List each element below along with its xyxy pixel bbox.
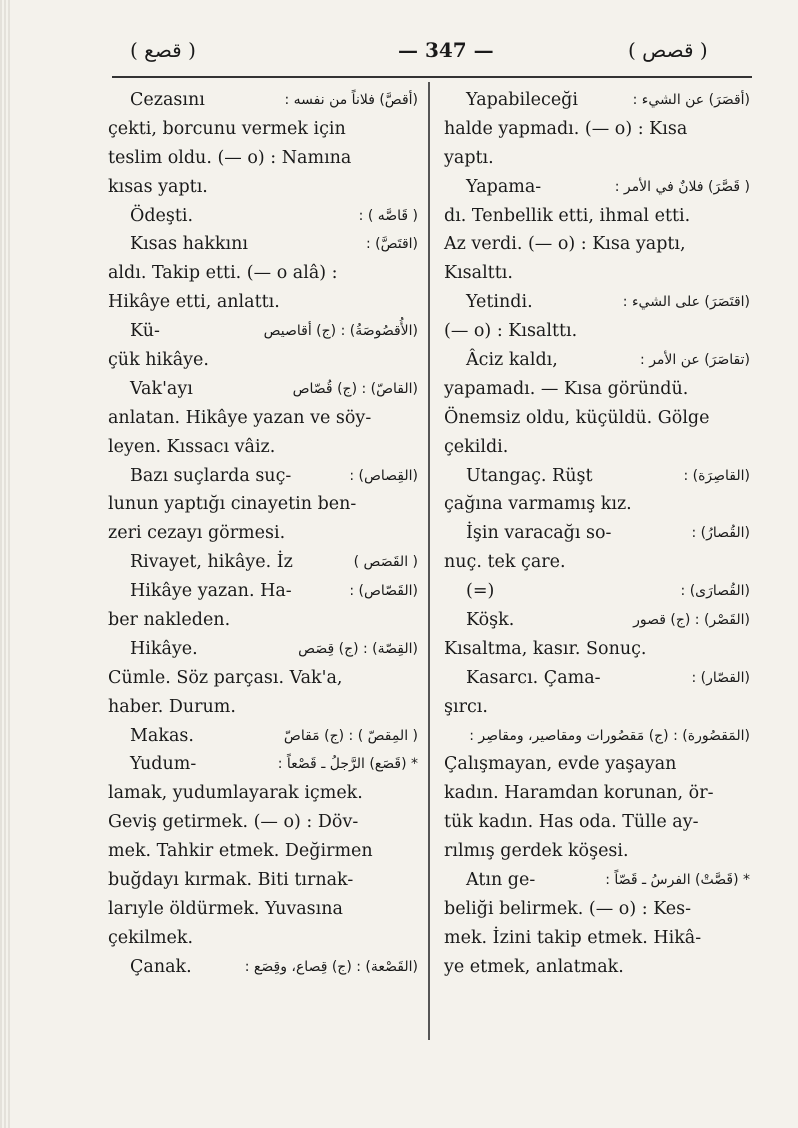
definition-text: ye etmek, anlatmak. bbox=[444, 956, 624, 977]
dictionary-line bbox=[444, 837, 750, 866]
definition-text: aldı. Takip etti. (— o alâ) : bbox=[108, 263, 338, 284]
dictionary-line bbox=[444, 808, 750, 837]
entry-arabic-headword: (الأُقصُوصَةُ) : (ج) أقاصيص bbox=[263, 323, 418, 340]
entry-turkish: Makas. bbox=[130, 725, 194, 746]
definition-text: çekilmek. bbox=[108, 927, 194, 948]
entry-turkish: Hikâye. bbox=[130, 638, 198, 659]
definition-text: yaptı. bbox=[444, 147, 494, 168]
dictionary-line bbox=[108, 693, 418, 722]
entry-turkish: Kasarcı. Çama- bbox=[466, 667, 601, 688]
entry-turkish: Âciz kaldı, bbox=[466, 350, 558, 371]
definition-text: larıyle öldürmek. Yuvasına bbox=[108, 898, 343, 919]
dictionary-line bbox=[108, 722, 418, 751]
entry-arabic-headword: (القِصاص) : bbox=[349, 467, 418, 484]
entry-turkish: Cezasını bbox=[130, 90, 205, 110]
dictionary-line bbox=[444, 490, 750, 519]
entry-turkish: Atın ge- bbox=[466, 870, 536, 891]
dictionary-line bbox=[108, 779, 418, 808]
entry-turkish: Hikâye yazan. Ha- bbox=[130, 581, 292, 602]
entry-turkish: (=) bbox=[466, 581, 495, 602]
dictionary-line bbox=[108, 606, 418, 635]
dictionary-line bbox=[108, 664, 418, 693]
header-rule bbox=[112, 76, 752, 78]
definition-text: Az verdi. (— o) : Kısa yaptı, bbox=[444, 234, 686, 255]
dictionary-line bbox=[444, 173, 750, 202]
dictionary-line bbox=[108, 144, 418, 173]
dictionary-line bbox=[444, 577, 750, 606]
dictionary-line bbox=[444, 866, 750, 895]
entry-arabic-headword: (القَصْر) : (ج) قصور bbox=[633, 612, 750, 629]
definition-text: halde yapmadı. (— o) : Kısa bbox=[444, 118, 688, 139]
dictionary-line bbox=[108, 577, 418, 606]
entry-arabic-headword: (المَقصُورة) : (ج) مَقصُورات ومقاصير، ومقاصِر : bbox=[469, 727, 750, 744]
dictionary-line bbox=[108, 346, 418, 375]
entry-arabic-headword: (القُصارَى) : bbox=[680, 583, 750, 600]
dictionary-line bbox=[444, 462, 750, 491]
dictionary-line bbox=[108, 635, 418, 664]
definition-text: yapamadı. — Kısa göründü. bbox=[444, 378, 689, 399]
entry-turkish: Ödeşti. bbox=[130, 205, 194, 226]
dictionary-line bbox=[108, 433, 418, 462]
scan-edge-shadow bbox=[0, 0, 10, 1128]
definition-text: tük kadın. Has oda. Tülle ay- bbox=[444, 812, 699, 833]
entry-arabic-headword: ( المِقصّ ) : (ج) مَقاصّ bbox=[283, 727, 418, 744]
definition-text: (— o) : Kısalttı. bbox=[444, 321, 578, 342]
dictionary-line bbox=[444, 548, 750, 577]
entry-arabic-headword: (القصّار) : bbox=[691, 669, 750, 686]
entry-turkish: Çanak. bbox=[130, 956, 192, 977]
dictionary-line bbox=[444, 288, 750, 317]
dictionary-line bbox=[108, 115, 418, 144]
definition-text: Önemsiz oldu, küçüldü. Gölge bbox=[444, 407, 710, 428]
definition-text: teslim oldu. (— o) : Namına bbox=[108, 147, 352, 168]
entry-arabic-headword: * (قَصَع) الرَّجلُ ـ قَصْعاً : bbox=[277, 756, 418, 773]
left-column bbox=[108, 86, 418, 982]
dictionary-line bbox=[444, 317, 750, 346]
definition-text: zeri cezayı görmesi. bbox=[108, 523, 286, 544]
dictionary-line bbox=[444, 635, 750, 664]
dictionary-line bbox=[108, 230, 418, 259]
definition-text: lamak, yudumlayarak içmek. bbox=[108, 783, 363, 804]
dictionary-line bbox=[444, 519, 750, 548]
dictionary-line bbox=[444, 722, 750, 751]
definition-text: lunun yaptığı cinayetin ben- bbox=[108, 494, 357, 515]
dictionary-line bbox=[108, 866, 418, 895]
definition-text: çekildi. bbox=[444, 436, 509, 457]
dictionary-line bbox=[444, 346, 750, 375]
definition-text: Hikâye etti, anlattı. bbox=[108, 292, 280, 313]
definition-text: mek. İzini takip etmek. Hikâ- bbox=[444, 927, 702, 948]
dictionary-line bbox=[444, 230, 750, 259]
entry-arabic-headword: (القَصْعة) : (ج) قِصاع، وقِصَع : bbox=[244, 958, 418, 975]
column-divider bbox=[428, 82, 430, 1040]
header-right-root: ( قصص ) bbox=[628, 38, 708, 62]
dictionary-line bbox=[108, 173, 418, 202]
dictionary-line bbox=[444, 433, 750, 462]
definition-text: haber. Durum. bbox=[108, 696, 236, 717]
dictionary-line bbox=[444, 750, 750, 779]
dictionary-line bbox=[108, 375, 418, 404]
dictionary-line bbox=[444, 259, 750, 288]
entry-turkish: Köşk. bbox=[466, 610, 515, 631]
definition-text: kadın. Haramdan korunan, ör- bbox=[444, 783, 714, 804]
dictionary-line bbox=[444, 606, 750, 635]
entry-arabic-headword: (القَصّاص) : bbox=[349, 583, 418, 600]
entry-turkish: Utangaç. Rüşt bbox=[466, 465, 593, 486]
entry-turkish: Yetindi. bbox=[466, 292, 533, 313]
entry-arabic-headword: (القاصّ) : (ج) قُصّاص bbox=[292, 380, 418, 397]
entry-turkish: Yudum- bbox=[130, 754, 197, 775]
entry-turkish: Rivayet, hikâye. İz bbox=[130, 552, 293, 573]
dictionary-line bbox=[108, 895, 418, 924]
definition-text: dı. Tenbellik etti, ihmal etti. bbox=[444, 205, 691, 226]
entry-turkish: Vak'ayı bbox=[130, 378, 193, 399]
entry-arabic-headword: (تقاصَرَ) عن الأمر : bbox=[640, 352, 750, 369]
entry-turkish: Yapama- bbox=[466, 176, 542, 197]
right-column bbox=[444, 86, 750, 982]
dictionary-line bbox=[444, 664, 750, 693]
entry-arabic-headword: (أقصَرَ) عن الشيء : bbox=[632, 92, 750, 108]
definition-text: Çalışmayan, evde yaşayan bbox=[444, 754, 677, 775]
dictionary-line bbox=[108, 404, 418, 433]
definition-text: Geviş getirmek. (— o) : Döv- bbox=[108, 812, 359, 833]
entry-turkish: Kü- bbox=[130, 321, 160, 342]
dictionary-line bbox=[108, 202, 418, 231]
entry-turkish: Kısas hakkını bbox=[130, 234, 249, 255]
dictionary-line bbox=[108, 837, 418, 866]
dictionary-line bbox=[108, 462, 418, 491]
entry-arabic-headword: (القِصّة) : (ج) قِصَص bbox=[298, 640, 418, 657]
definition-text: nuç. tek çare. bbox=[444, 552, 566, 573]
definition-text: rılmış gerdek köşesi. bbox=[444, 841, 629, 862]
definition-text: şırcı. bbox=[444, 696, 488, 717]
dictionary-line bbox=[108, 548, 418, 577]
entry-arabic-headword: (اقتَصَّ) : bbox=[365, 236, 418, 253]
entry-turkish: Yapabileceği bbox=[466, 90, 578, 110]
header-left-root: ( قصع ) bbox=[130, 38, 196, 62]
definition-text: beliği belirmek. (— o) : Kes- bbox=[444, 898, 692, 919]
definition-text: Cümle. Söz parçası. Vak'a, bbox=[108, 667, 343, 688]
dictionary-line bbox=[108, 86, 418, 115]
definition-text: kısas yaptı. bbox=[108, 176, 208, 197]
dictionary-line bbox=[108, 490, 418, 519]
entry-arabic-headword: (القاصِرَة) : bbox=[683, 467, 750, 484]
definition-text: leyen. Kıssacı vâiz. bbox=[108, 436, 276, 457]
entry-arabic-headword: (اقتَصَرَ) على الشيء : bbox=[622, 294, 750, 311]
entry-arabic-headword: ( القَصَص ) bbox=[353, 554, 418, 571]
dictionary-line bbox=[108, 288, 418, 317]
definition-text: çük hikâye. bbox=[108, 350, 209, 371]
entry-arabic-headword: ( قَاصَّه ) : bbox=[358, 207, 418, 224]
page-number: — 347 — bbox=[398, 38, 494, 62]
entry-arabic-headword: (أقصَّ) فلاناً من نفسه : bbox=[284, 92, 418, 108]
dictionary-line bbox=[108, 259, 418, 288]
dictionary-line bbox=[444, 202, 750, 231]
definition-text: anlatan. Hikâye yazan ve söy- bbox=[108, 407, 372, 428]
definition-text: buğdayı kırmak. Biti tırnak- bbox=[108, 870, 354, 891]
definition-text: çekti, borcunu vermek için bbox=[108, 118, 346, 139]
dictionary-line bbox=[108, 750, 418, 779]
dictionary-line bbox=[108, 924, 418, 953]
entry-arabic-headword: ( قَصَّرَ) فلانٌ في الأمر : bbox=[614, 178, 750, 195]
dictionary-line bbox=[444, 144, 750, 173]
dictionary-line bbox=[108, 953, 418, 982]
dictionary-line bbox=[444, 953, 750, 982]
dictionary-line bbox=[108, 317, 418, 346]
entry-turkish: Bazı suçlarda suç- bbox=[130, 465, 292, 486]
definition-text: Kısaltma, kasır. Sonuç. bbox=[444, 638, 647, 659]
dictionary-line bbox=[444, 895, 750, 924]
dictionary-line bbox=[444, 779, 750, 808]
page-header bbox=[0, 36, 798, 70]
definition-text: ber nakleden. bbox=[108, 610, 231, 631]
dictionary-line bbox=[444, 375, 750, 404]
dictionary-line bbox=[444, 693, 750, 722]
dictionary-line bbox=[444, 86, 750, 115]
dictionary-line bbox=[444, 404, 750, 433]
dictionary-line bbox=[108, 519, 418, 548]
definition-text: Kısalttı. bbox=[444, 263, 513, 284]
dictionary-line bbox=[444, 115, 750, 144]
dictionary-line bbox=[444, 924, 750, 953]
definition-text: mek. Tahkir etmek. Değirmen bbox=[108, 841, 373, 862]
definition-text: çağına varmamış kız. bbox=[444, 494, 632, 515]
entry-arabic-headword: * (قَصَّتْ) الفرسُ ـ قَصّاً : bbox=[605, 872, 750, 889]
dictionary-line bbox=[108, 808, 418, 837]
entry-turkish: İşin varacağı so- bbox=[466, 523, 612, 544]
entry-arabic-headword: (القُصارُ) : bbox=[691, 525, 750, 542]
